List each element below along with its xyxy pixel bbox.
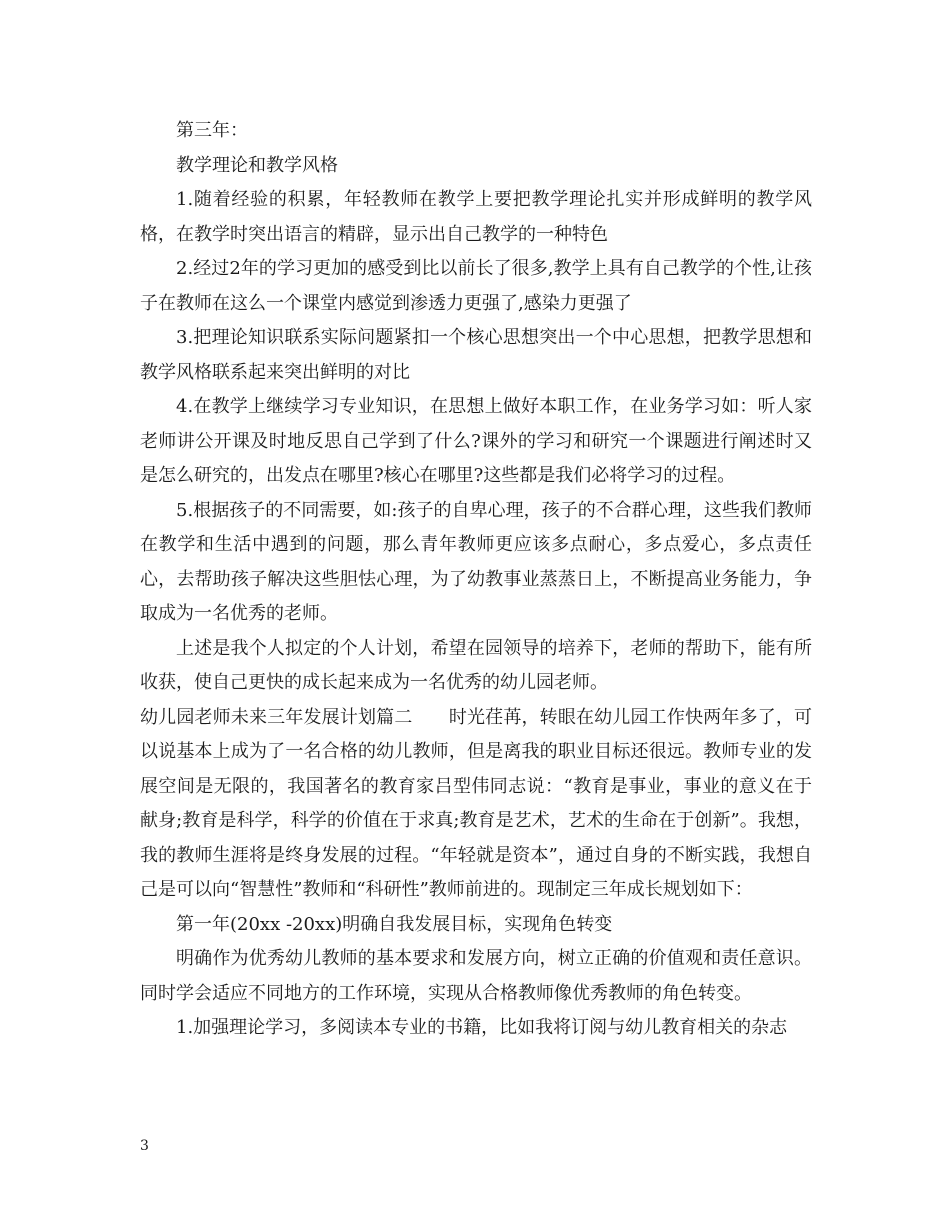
paragraph-subheading: 教学理论和教学风格	[176, 154, 338, 176]
paragraph-item-3: 3.把理论知识联系实际问题紧扣一个核心思想突出一个中心思想，把教学思想和教学风格联系起来突出鲜明的对比	[140, 327, 812, 383]
paragraph-year-one-item-1: 1.加强理论学习，多阅读本专业的书籍，比如我将订阅与幼儿教育相关的杂志	[176, 1017, 788, 1038]
paragraph-item-2: 2.经过2年的学习更加的感受到比以前长了很多,教学上具有自己教学的个性,让孩子在教师在这么一个课堂内感觉到渗透力更强了,感染力更强了	[140, 258, 812, 314]
paragraph-section-two-intro: 幼儿园老师未来三年发展计划篇二 时光荏苒，转眼在幼儿园工作快两年多了，可以说基本上成为了一名合格的幼儿教师，但是离我的职业目标还很远。教师专业的发展空间是无限的，我国著名的教育家吕型伟同志说：“教育是事业，事业的意义在于献身;教育是科学，科学的价值在于求真;教育是艺术，艺术的生命在于创新”。我想，我的教师生涯将是终身发展的过程。“年轻就是资本”，通过自身的不断实践，我想自己是可以向“智慧性”教师和“科研性”教师前进的。现制定三年成长规划如下：	[140, 706, 812, 900]
paragraph-item-4: 4.在教学上继续学习专业知识，在思想上做好本职工作，在业务学习如：听人家老师讲公开课及时地反思自己学到了什么?课外的学习和研究一个课题进行阐述时又是怎么研究的，出发点在哪里?核心在哪里?这些都是我们必将学习的过程。	[140, 396, 812, 486]
page-number: 3	[140, 1138, 149, 1154]
paragraph-heading-year-three: 第三年：	[176, 120, 248, 141]
paragraph-item-5: 5.根据孩子的不同需要，如:孩子的自卑心理，孩子的不合群心理，这些我们教师在教学和生活中遇到的问题，那么青年教师更应该多点耐心，多点爱心，多点责任心，去帮助孩子解决这些胆怯心理，为了幼教事业蒸蒸日上，不断提高业务能力，争取成为一名优秀的老师。	[140, 499, 812, 624]
paragraph-summary: 上述是我个人拟定的个人计划，希望在园领导的培养下，老师的帮助下，能有所收获，使自己更快的成长起来成为一名优秀的幼儿园老师。	[140, 637, 812, 693]
document-body	[140, 114, 812, 1046]
paragraph-year-one-goal: 明确作为优秀幼儿教师的基本要求和发展方向，树立正确的价值观和责任意识。同时学会适应不同地方的工作环境，实现从合格教师像优秀教师的角色转变。	[140, 948, 812, 1004]
paragraph-item-1: 1.随着经验的积累，年轻教师在教学上要把教学理论扎实并形成鲜明的教学风格，在教学时突出语言的精辟，显示出自己教学的一种特色	[140, 189, 812, 245]
paragraph-year-one-heading: 第一年(20xx -20xx)明确自我发展目标，实现角色转变	[176, 913, 613, 935]
